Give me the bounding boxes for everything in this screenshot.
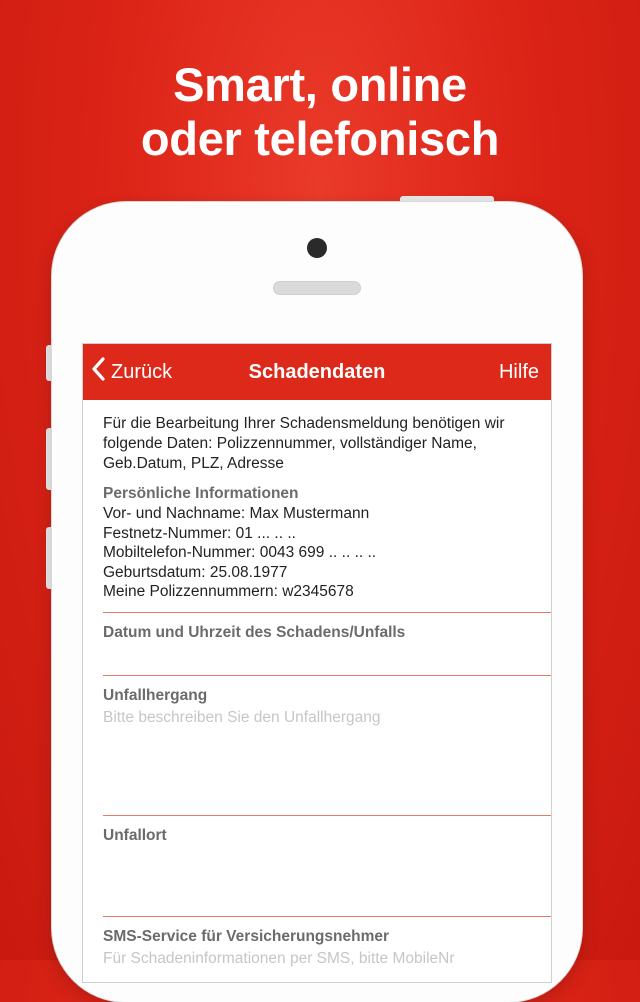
date-time-field[interactable] <box>103 613 551 675</box>
personal-info-section[interactable] <box>103 484 551 612</box>
accident-description-label: Unfallhergang <box>103 686 208 704</box>
accident-description-placeholder: Bitte beschreiben Sie den Unfallhergang <box>103 708 381 726</box>
help-button[interactable]: Hilfe <box>498 361 539 383</box>
personal-info-line: Vor- und Nachname: Max Mustermann <box>103 505 370 522</box>
headline-line-1: Smart, online <box>173 58 467 111</box>
form-content <box>83 414 551 983</box>
personal-info-heading: Persönliche Informationen <box>103 485 299 502</box>
headline-line-2: oder telefonisch <box>140 112 500 165</box>
accident-location-field[interactable] <box>103 816 551 916</box>
sms-service-label: SMS-Service für Versicherungsnehmer <box>103 927 390 945</box>
intro-text: Für die Bearbeitung Ihrer Schadensmeldung benötigen wir folgende Daten: Polizzennummer, vollständiger Name, Geb.Datum, PLZ, Adresse <box>103 415 505 472</box>
sms-service-field[interactable] <box>103 917 551 983</box>
date-time-label: Datum und Uhrzeit des Schadens/Unfalls <box>103 623 406 641</box>
personal-info-line: Geburtsdatum: 25.08.1977 <box>103 563 288 581</box>
back-label: Zurück <box>111 360 173 383</box>
app-screen <box>82 343 552 983</box>
front-camera <box>307 238 327 258</box>
personal-info-line: Meine Polizzennummern: w2345678 <box>103 583 354 601</box>
back-button[interactable] <box>91 344 172 400</box>
personal-info-line: Festnetz-Nummer: 01 ... .. .. <box>103 524 296 542</box>
earpiece-speaker <box>273 281 361 295</box>
personal-info-line: Mobiltelefon-Nummer: 0043 699 .. .. .. .. <box>103 544 377 562</box>
sms-service-placeholder: Für Schadeninformationen per SMS, bitte MobileNr <box>103 949 455 967</box>
headline <box>0 58 640 166</box>
chevron-left-icon <box>91 357 111 387</box>
accident-description-field[interactable] <box>103 676 551 815</box>
screen-title: Schadendaten <box>248 361 386 383</box>
accident-location-label: Unfallort <box>103 826 167 844</box>
navigation-bar <box>83 344 551 400</box>
